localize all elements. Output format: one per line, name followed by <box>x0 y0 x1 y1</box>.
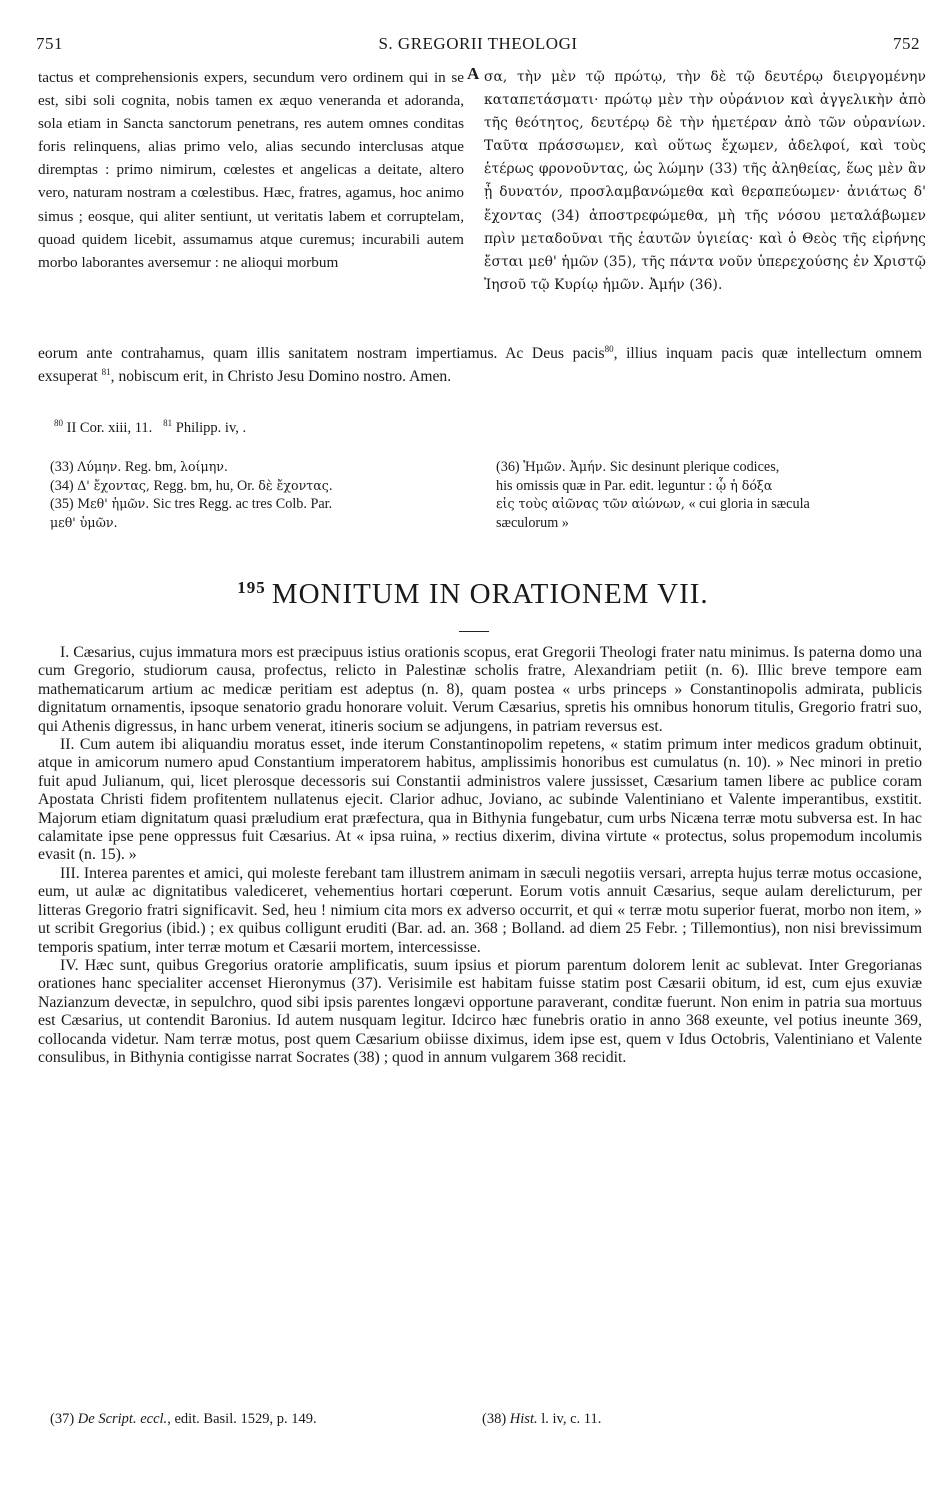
paragraph-4: IV. Hæc sunt, quibus Gregorius oratorie amplificatis, suum ipsius et piorum parentum dolorem lenit ac sublevat. Inter Gregorianas orationes hanc specialiter accenset Hieronymus (37). Verisimile est habitam fuisse statim post Cæsarii obitum, id est, cum ejus exuviæ Nazianzum devectæ, in sepulchro, quod sibi ipsis parentes longævi opportune paraverant, conditæ fuerunt. Non enim in patria sua mortuus est Cæsarius, ut contendit Baronius. Id autem nusquam legitur. Idcirco hæc funebris oratio in anno 368 exeunte, vel potius ineunte 369, collocanda videtur. Nam terræ motus, post quem Cæsarium obiisse diximus, idem ipse est, quem v Idus Octobris, Valentiniano et Valente consulibus, in Bithynia contigisse narrat Socrates (38) ; quod in annum vulgarem 368 recidit. <box>38 956 922 1066</box>
variant-notes-right <box>496 458 926 532</box>
footnote-37: (37) De Script. eccl., edit. Basil. 1529, p. 149. <box>50 1411 317 1427</box>
running-title: S. GREGORII THEOLOGI <box>378 34 578 53</box>
scripture-note-80-mark: 80 <box>54 418 63 429</box>
latin-column <box>38 66 464 274</box>
variant-line: (35) Μεθ' ἡμῶν. Sic tres Regg. ac tres Colb. Par. <box>50 496 333 513</box>
variant-notes-left <box>50 458 480 532</box>
scripture-note-81: Philipp. iv, . <box>175 420 247 436</box>
note-ref-80: 80 <box>604 343 614 354</box>
running-header <box>36 34 920 60</box>
column-marker: A <box>467 64 480 83</box>
paragraph-1: I. Cæsarius, cujus immatura mors est præcipuus istius orationis scopus, erat Gregorii Theologi frater natu minimus. Is paterna domo una cum Gregorio, studiorum causa, profectus, relicto in Palestinæ scholis fratre, Alexandriam petiit (n. 6). Illic breve tempore eam mathematicarum artium ac medicæ peritiam est adeptus (n. 8), quam postea « urbs princeps » Constantinopolis admirata, publicis dignitatum ornamentis, ipsoque senatorio gradu honorare voluit. Verum Cæsarius, spretis his omnibus honorum titulis, Gregorio fratri suo, qui Athenis digressus, in hanc urbem venerat, itineris socium se adjungens, in patriam reversus est. <box>38 644 922 735</box>
scripture-note-81-mark: 81 <box>163 418 173 429</box>
section-number: 195 <box>237 578 266 597</box>
paragraph-3: III. Interea parentes et amici, qui moleste ferebant tam illustrem animam in sæculi negotiis versari, arrepta hujus terræ motus occasione, eum, ut aulæ ac dignitatibus valediceret, vehementius hortari cœperunt. Eorum votis annuit Cæsarius, seque aulam derelicturum, per litteras Gregorio fratri significavit. Sed, heu ! nimium cita mors ex adverso occurrit, et qui « terræ motu superior fuerat, morbo non item, » ut scribit Gregorius (ibid.) ; ex quibus colligunt eruditi (Bar. ad. an. 368 ; Bolland. ad diem 25 Febr. ; Tillemontius), non nisi brevissimum temporis spatium, inter terræ motum et Cæsarii mortem, intercessisse. <box>38 864 922 956</box>
variant-line: (33) Λύμην. Reg. bm, λοίμην. <box>50 459 228 475</box>
monitum-body <box>38 644 922 1067</box>
full-width-continuation <box>38 342 922 388</box>
variant-line: his omissis quæ in Par. edit. leguntur : ᾧ ἡ δόξα <box>496 477 773 494</box>
variant-line: (36) Ἡμῶν. Ἀμήν. Sic desinunt plerique codices, <box>496 459 780 475</box>
left-column-number: 751 <box>36 34 63 53</box>
latin-text: tactus et comprehensionis expers, secundum vero ordinem qui in se est, sibi soli cognita, nobis tamen ex æquo veneranda et adoranda, sola etiam in Sancta sanctorum penetrans, res autem omnes conditas foris relinquens, alias primo velo, alias secundo interclusas atque diremptas : primo nimirum, cœlestes et angelicas a deitate, altero vero, naturam nostram a cœlestibus. Hæc, fratres, agamus, hoc animo simus ; eosque, qui aliter sentiunt, ut veritatis labem et corruptelam, quoad quidem licebit, assumamus atque curemus; incurabili autem morbo laborantes aversemur : ne alioqui morbum <box>38 69 464 271</box>
variant-line: εἰς τοὺς αἰῶνας τῶν αἰώνων, « cui gloria in sæcula <box>496 496 810 513</box>
section-heading <box>0 578 946 611</box>
paragraph-2: II. Cum autem ibi aliquandiu moratus esset, inde iterum Constantinopolim repetens, « statim primum inter medicos gradum obtinuit, atque in amicorum numero apud Constantium imperatorem habitus, amplissimis honoribus est cumulatus (n. 10). » Nec minori in pretio fuit apud Julianum, qui, licet plerosque decessoris sui Constantii administros valere jussisset, Cæsarium tamen libere ac publice coram Apostata Christi fidem profitentem nullatenus ejecit. Clarior adhuc, Joviano, ac subinde Valentiniano et Valente imperantibus, exstitit. Majorum etiam dignitatum quasi præludium erat præfectura, qua in Bithynia fungebatur, cum urbs Nicæna terræ motu subversa est. In hac calamitate ipse pene oppressus fuit Cæsarius. At « ipsa ruina, » rectius dixerim, divina virtute « protectus, solus propemodum incolumis evasit (n. 15). » <box>38 736 922 864</box>
scripture-note-80: II Cor. xiii, 11. <box>66 420 153 436</box>
greek-column <box>484 66 926 297</box>
right-column-number: 752 <box>893 34 920 53</box>
note-ref-81: 81 <box>101 366 111 377</box>
heading-rule <box>459 631 489 632</box>
continuation-text-1: eorum ante contrahamus, quam illis sanitatem nostram impertiamus. Ac Deus pacis <box>38 345 605 362</box>
variant-line: μεθ' ὑμῶν. <box>50 514 118 530</box>
section-title: MONITUM IN ORATIONEM VII. <box>271 578 709 610</box>
scripture-notes <box>54 420 246 437</box>
greek-text: σα, τὴν μὲν τῷ πρώτῳ, τὴν δὲ τῷ δευτέρῳ διειργομένην καταπετάσματι· πρώτῳ μὲν τὴν οὐράνιον καὶ ἀγγελικὴν ἀπὸ τῆς θεότητος, δευτέρῳ δὲ τὴν ἡμετέραν ἀπὸ τῶν οὐρανίων. Ταῦτα πράσσωμεν, καὶ οὕτως ἔχωμεν, ἀδελφοί, καὶ τοὺς ἑτέρως φρονοῦντας, ὡς λώμην (33) τῆς ἀληθείας, ἕως μὲν ἂν ᾖ δυνατόν, προσλαμβανώμεθα καὶ θεραπεύωμεν· ἀνιάτως δ' ἔχοντας (34) ἀποστρεφώμεθα, μὴ τῆς νόσου μεταλάβωμεν πρὶν μεταδοῦναι τῆς ἑαυτῶν ὑγιείας· καὶ ὁ Θεὸς τῆς εἰρήνης ἔσται μεθ' ἡμῶν (35), τῆς πάντα νοῦν ὑπερεχούσης ἐν Χριστῷ Ἰησοῦ τῷ Κυρίῳ ἡμῶν. Ἀμήν (36). <box>484 69 926 293</box>
footnote-38: (38) Hist. l. iv, c. 11. <box>482 1411 602 1427</box>
continuation-text-2: , illius inquam pacis quæ intellectum omnem exsuperat <box>38 345 922 385</box>
continuation-text-3: , nobiscum erit, in Christo Jesu Domino nostro. Amen. <box>110 368 452 385</box>
variant-line: sæculorum » <box>496 514 569 531</box>
variant-line: (34) Δ' ἔχοντας, Regg. bm, hu, Or. δὲ ἔχοντας. <box>50 477 333 494</box>
